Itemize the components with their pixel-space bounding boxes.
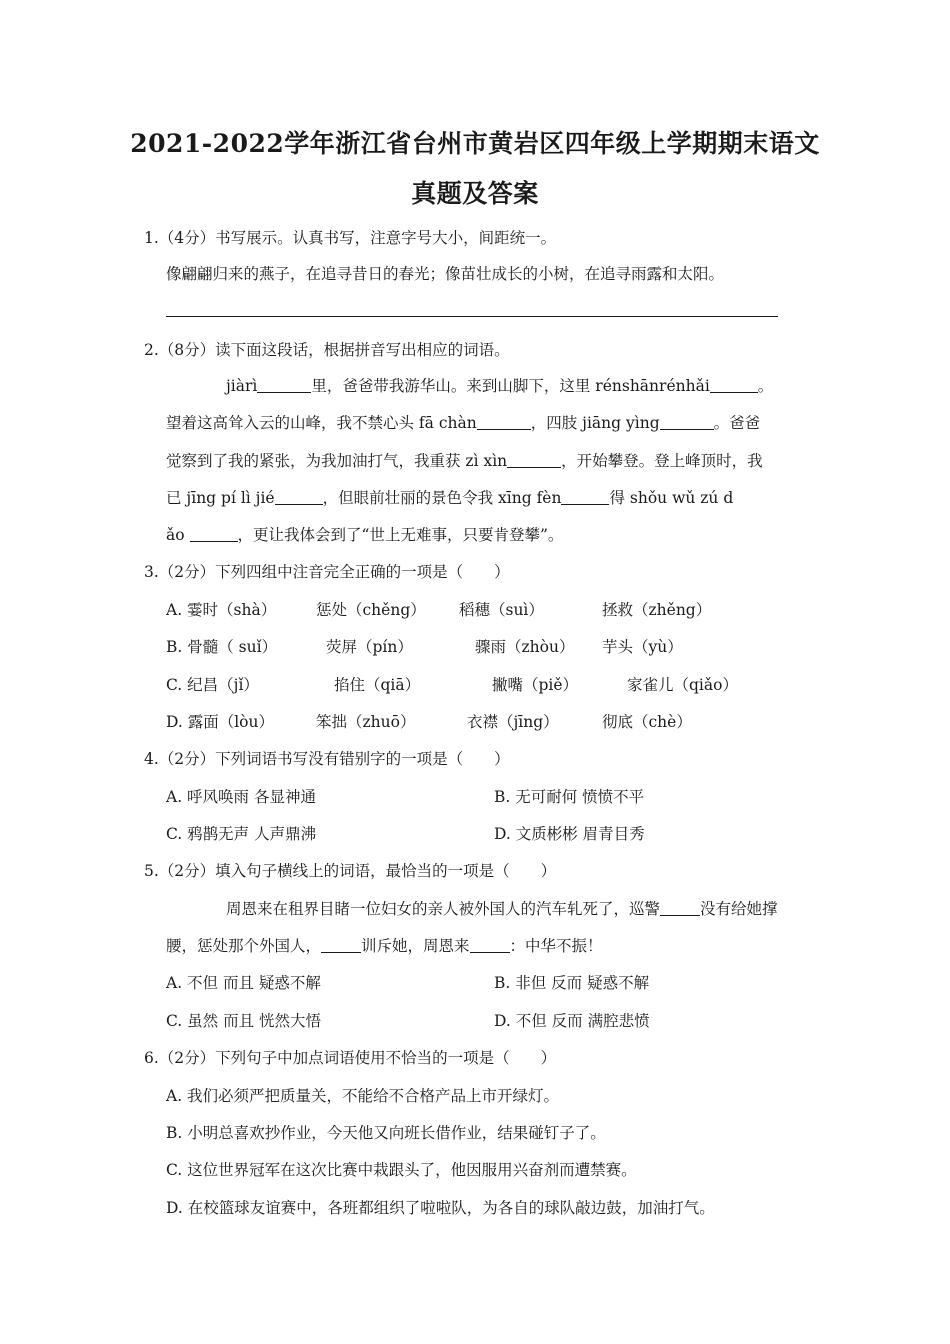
q4-stem: 4.（2分）下列词语书写没有错别字的一项是（ ） — [144, 750, 510, 768]
q2-line3-text-b: ，开始攀登。登上峰顶时，我 — [561, 452, 763, 470]
q3-d-1: D. 露面（lòu） — [166, 713, 275, 731]
q2-line4 — [166, 486, 733, 508]
q2-line4-text-a: 已 jīng pí lì jié — [166, 489, 275, 507]
q3-option-d[interactable] — [0, 710, 950, 730]
q3-c-1: C. 纪昌（jǐ） — [166, 676, 259, 694]
q3-b-2: 荧屏（pín） — [326, 638, 413, 656]
q4-option-a[interactable]: A. 呼风唤雨 各显神通 — [166, 788, 316, 806]
q5-passage-line2 — [166, 934, 603, 956]
q4-option-b[interactable]: B. 无可耐何 愤愤不平 — [494, 788, 645, 806]
q2-line4-text-c: 得 shǒu wǔ zú d — [609, 489, 734, 507]
q2-blank-7[interactable] — [561, 490, 609, 505]
q2-line1-end: 。 — [757, 377, 774, 395]
q3-d-4: 彻底（chè） — [602, 713, 692, 731]
q2-blank-8[interactable] — [190, 527, 238, 542]
q2-blank-2[interactable] — [710, 378, 758, 393]
q3-d-2: 笨拙（zhuō） — [316, 713, 416, 731]
q2-line2 — [166, 411, 760, 433]
q5-blank-2[interactable] — [321, 938, 361, 953]
q3-a-1: A. 霎时（shà） — [166, 601, 277, 619]
q2-line2-text-b: ，四肢 jiāng yìng — [530, 414, 660, 432]
q6-option-d[interactable]: D. 在校篮球友谊赛中，各班都组织了啦啦队，为各自的球队敲边鼓，加油打气。 — [166, 1199, 715, 1217]
q2-line1-text: 里，爸爸带我游华山。来到山脚下，这里 rénshānrénhǎi — [311, 377, 710, 395]
q2-line2-text-a: 望着这高耸入云的山峰，我不禁心头 fā chàn — [166, 414, 477, 432]
q3-b-3: 骤雨（zhòu） — [475, 638, 575, 656]
q5-passage-line1 — [226, 897, 778, 919]
q3-d-3: 衣襟（jīng） — [467, 713, 559, 731]
q1-stem: 1.（4分）书写展示。认真书写，注意字号大小，间距统一。 — [144, 229, 557, 247]
q4-option-c[interactable]: C. 鸦鹊无声 人声鼎沸 — [166, 825, 317, 843]
q6-option-c[interactable]: C. 这位世界冠军在这次比赛中栽跟头了，他因服用兴奋剂而遭禁赛。 — [166, 1161, 637, 1179]
q3-a-2: 惩处（chěng） — [316, 601, 426, 619]
q5-stem: 5.（2分）填入句子横线上的词语，最恰当的一项是（ ） — [144, 862, 557, 880]
q5-passage-text-b: 没有给她撑 — [700, 900, 778, 918]
q2-line1 — [226, 374, 773, 396]
q4-option-d[interactable]: D. 文质彬彬 眉青目秀 — [494, 825, 645, 843]
q5-option-b[interactable]: B. 非但 反而 疑惑不解 — [494, 974, 650, 992]
q3-c-2: 掐住（qiā） — [334, 676, 421, 694]
q3-stem: 3.（2分）下列四组中注音完全正确的一项是（ ） — [144, 563, 510, 581]
q3-a-3: 稻穗（suì） — [459, 601, 544, 619]
q5-passage-text-d: 训斥她，周恩来 — [361, 937, 470, 955]
q6-stem: 6.（2分）下列句子中加点词语使用不恰当的一项是（ ） — [144, 1049, 557, 1067]
q3-c-4: 家雀儿（qiǎo） — [627, 676, 738, 694]
q2-blank-4[interactable] — [660, 415, 714, 430]
q3-c-3: 撇嘴（piě） — [492, 676, 579, 694]
q1-writing-line[interactable] — [166, 316, 778, 317]
q2-line2-text-c: 。爸爸 — [713, 414, 761, 432]
q2-line5 — [166, 523, 563, 545]
q5-blank-1[interactable] — [660, 901, 700, 916]
q6-option-a[interactable]: A. 我们必须严把质量关，不能给不合格产品上市开绿灯。 — [166, 1087, 560, 1105]
q3-option-b[interactable] — [0, 635, 950, 655]
document-title-line2: 真题及答案 — [411, 179, 539, 208]
q2-line4-text-b: ，但眼前壮丽的景色令我 xīng fèn — [322, 489, 562, 507]
q2-line3-text-a: 觉察到了我的紧张，为我加油打气，我重获 zì xìn — [166, 452, 508, 470]
q3-b-1: B. 骨髓（ suǐ） — [166, 638, 278, 656]
q2-line5-text-b: ，更让我体会到了“世上无难事，只要肯登攀”。 — [237, 526, 564, 544]
q2-pinyin-jiari: jiàrì — [226, 377, 258, 395]
q2-stem: 2.（8分）读下面这段话，根据拼音写出相应的词语。 — [144, 341, 510, 359]
document-title-line1: 2021-2022学年浙江省台州市黄岩区四年级上学期期末语文 — [130, 129, 820, 158]
q2-blank-3[interactable] — [477, 415, 531, 430]
q3-option-c[interactable] — [0, 673, 950, 693]
q2-line3 — [166, 449, 763, 471]
q2-blank-6[interactable] — [275, 490, 323, 505]
q5-passage-text-c: 腰，惩处那个外国人， — [166, 937, 322, 955]
q5-blank-3[interactable] — [470, 938, 510, 953]
q1-text: 像翩翩归来的燕子，在追寻昔日的春光；像苗壮成长的小树，在追寻雨露和太阳。 — [166, 265, 725, 283]
q5-option-d[interactable]: D. 不但 反而 满腔悲愤 — [494, 1012, 650, 1030]
q3-option-a[interactable] — [0, 598, 950, 618]
q5-option-a[interactable]: A. 不但 而且 疑惑不解 — [166, 974, 321, 992]
q6-option-b[interactable]: B. 小明总喜欢抄作业，今天他又向班长借作业，结果碰钉子了。 — [166, 1124, 606, 1142]
q2-blank-1[interactable] — [257, 378, 311, 393]
q5-option-c[interactable]: C. 虽然 而且 恍然大悟 — [166, 1012, 322, 1030]
q2-line5-text-a: ǎo — [166, 526, 185, 544]
q5-passage-text-a: 周恩来在租界目睹一位妇女的亲人被外国人的汽车轧死了，巡警 — [226, 900, 661, 918]
q3-a-4: 拯救（zhěng） — [602, 601, 712, 619]
q3-b-4: 芋头（yù） — [602, 638, 683, 656]
q5-passage-text-e: ：中华不振！ — [509, 937, 603, 955]
q2-blank-5[interactable] — [507, 453, 561, 468]
